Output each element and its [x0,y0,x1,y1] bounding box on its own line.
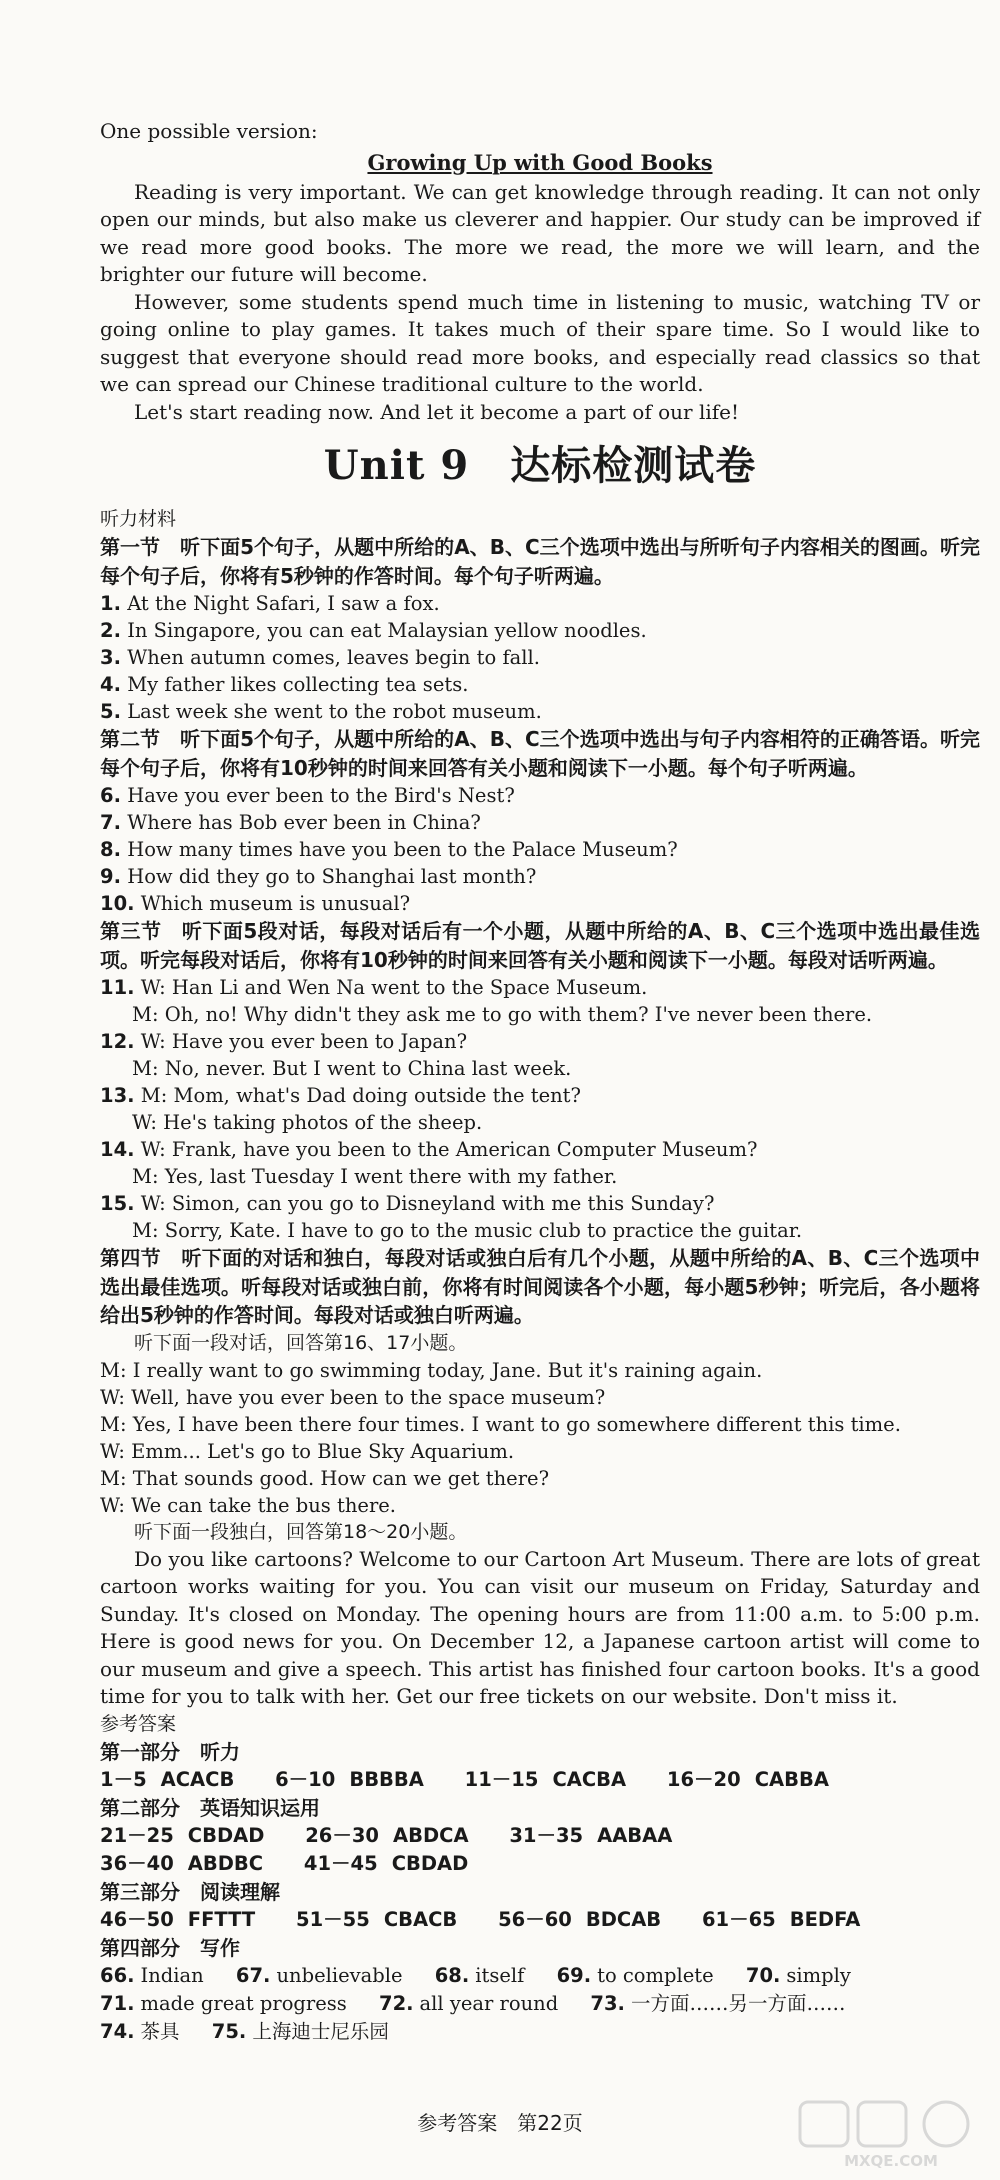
answers-part1-heading: 第一部分 听力 [100,1739,240,1764]
dialogue-line: 13. M: Mom, what's Dad doing outside the tent? [100,1084,581,1107]
essay-paragraph-3: Let's start reading now. And let it become a part of our life! [134,399,740,424]
monologue-intro: 听下面一段独白，回答第18～20小题。 [134,1520,468,1543]
dialogue-line: W: We can take the bus there. [100,1493,397,1517]
dialogue-line: M: That sounds good. How can we get there? [100,1466,550,1490]
list-item: 2. In Singapore, you can eat Malaysian yellow noodles. [100,619,647,642]
dialogue-line: M: Sorry, Kate. I have to go to the music club to practice the guitar. [132,1219,803,1242]
dialogue-line: 11. W: Han Li and Wen Na went to the Space Museum. [100,976,648,999]
dialogue-line: W: Emm... Let's go to Blue Sky Aquarium. [100,1439,515,1463]
dialogue-line: 15. W: Simon, can you go to Disneyland with me this Sunday? [100,1192,715,1215]
watermark-text: MXQE.COM [844,2152,938,2170]
dialogue-line: 14. W: Frank, have you been to the American Computer Museum? [100,1138,758,1161]
answers-part3-heading: 第三部分 阅读理解 [100,1879,280,1904]
list-item: 7. Where has Bob ever been in China? [100,811,481,834]
list-item: 8. How many times have you been to the Palace Museum? [100,838,678,861]
dialogue-line: M: No, never. But I went to China last week. [132,1057,572,1080]
answers-part2-heading: 第二部分 英语知识运用 [100,1795,320,1820]
section2-heading: 第二节 听下面5个句子，从题中所给的A、B、C三个选项中选出与句子内容相符的正确答语。听完每个句子后，你将有10秒钟的时间来回答有关小题和阅读下一小题。每个句子听两遍。 [100,727,980,780]
dialogue-line: M: Yes, I have been there four times. I want to go somewhere different this time. [100,1412,901,1436]
monologue-text: Do you like cartoons? Welcome to our Cartoon Art Museum. There are lots of great cartoon works waiting for you. You can visit our museum on Friday, Saturday and Sunday. It's closed on Monday. The opening hours are from 11:00 a.m. to 5:00 p.m. Here is good news for you. On December 12, a Japanese cartoon artist will come to our museum and give a speech. This artist has finished four cartoon books. It's a good time for you to talk with her. Get our free tickets on our website. Don't miss it. [100,1546,980,1708]
answers-part4-row: 71. made great progress 72. all year round 73. 一方面……另一方面…… [100,1991,846,2015]
dialogue-line: W: He's taking photos of the sheep. [132,1111,483,1134]
page-footer: 参考答案 第22页 [417,2111,583,2135]
content-column [100,118,980,2046]
dialogue-line: M: Oh, no! Why didn't they ask me to go with them? I've never been there. [132,1003,873,1026]
list-item: 4. My father likes collecting tea sets. [100,673,469,696]
essay-title: Growing Up with Good Books [367,149,713,175]
section3-heading: 第三节 听下面5段对话，每段对话后有一个小题，从题中所给的A、B、C三个选项中选出最佳选项。听完每段对话后，你将有10秒钟的时间来回答有关小题和阅读下一小题。每段对话听两遍。 [100,919,980,972]
answers-label: 参考答案 [100,1712,177,1735]
unit-title: Unit 9 达标检测试卷 [323,442,757,489]
list-item: 1. At the Night Safari, I saw a fox. [100,592,440,615]
essay-intro: One possible version: [100,119,318,143]
essay-paragraph-1: Reading is very important. We can get knowledge through reading. It can not only open our minds, but also make us cleverer and happier. Our study can be improved if we read more good books. The more we read, the more we will learn, and the brighter our future will become. [100,179,980,286]
dialogue-line: M: Yes, last Tuesday I went there with my father. [132,1165,618,1188]
listening-label: 听力材料 [100,508,177,530]
answers-part4-heading: 第四部分 写作 [100,1935,240,1960]
answers-part3-row: 46－50 FFTTT 51－55 CBACB 56－60 BDCAB 61－65 BEDFA [100,1907,861,1931]
list-item: 3. When autumn comes, leaves begin to fall. [100,646,540,669]
list-item: 6. Have you ever been to the Bird's Nest? [100,784,515,807]
dialogue-intro: 听下面一段对话，回答第16、17小题。 [134,1331,468,1354]
list-item: 9. How did they go to Shanghai last month? [100,865,537,888]
list-item: 5. Last week she went to the robot museum. [100,700,542,723]
list-item: 10. Which museum is unusual? [100,892,411,915]
dialogue-line: 12. W: Have you ever been to Japan? [100,1030,468,1053]
section1-heading: 第一节 听下面5个句子，从题中所给的A、B、C三个选项中选出与所听句子内容相关的图画。听完每个句子后，你将有5秒钟的作答时间。每个句子听两遍。 [100,535,980,588]
answers-part4-row: 66. Indian 67. unbelievable 68. itself 69. to complete 70. simply [100,1963,851,1987]
dialogue-line: W: Well, have you ever been to the space museum? [100,1385,606,1409]
answers-part1-row: 1－5 ACACB 6－10 BBBBA 11－15 CACBA 16－20 CABBA [100,1767,829,1791]
essay-paragraph-2: However, some students spend much time in listening to music, watching TV or going online to play games. It takes much of their spare time. So I would like to suggest that everyone should read more books, and especially read classics so that we can spread our Chinese traditional culture to the world. [100,289,980,396]
answers-part2-row: 21－25 CBDAD 26－30 ABDCA 31－35 AABAA [100,1823,673,1847]
answers-part4-row: 74. 茶具 75. 上海迪士尼乐园 [100,2019,389,2043]
watermark-logo-icon [796,2098,986,2170]
answers-part2-row: 36－40 ABDBC 41－45 CBDAD [100,1851,469,1875]
section4-heading: 第四节 听下面的对话和独白，每段对话或独白后有几个小题，从题中所给的A、B、C三个选项中选出最佳选项。听每段对话或独白前，你将有时间阅读各个小题，每小题5秒钟；听完后，各小题将给出5秒钟的作答时间。每段对话或独白听两遍。 [100,1246,980,1327]
dialogue-line: M: I really want to go swimming today, Jane. But it's raining again. [100,1358,763,1382]
